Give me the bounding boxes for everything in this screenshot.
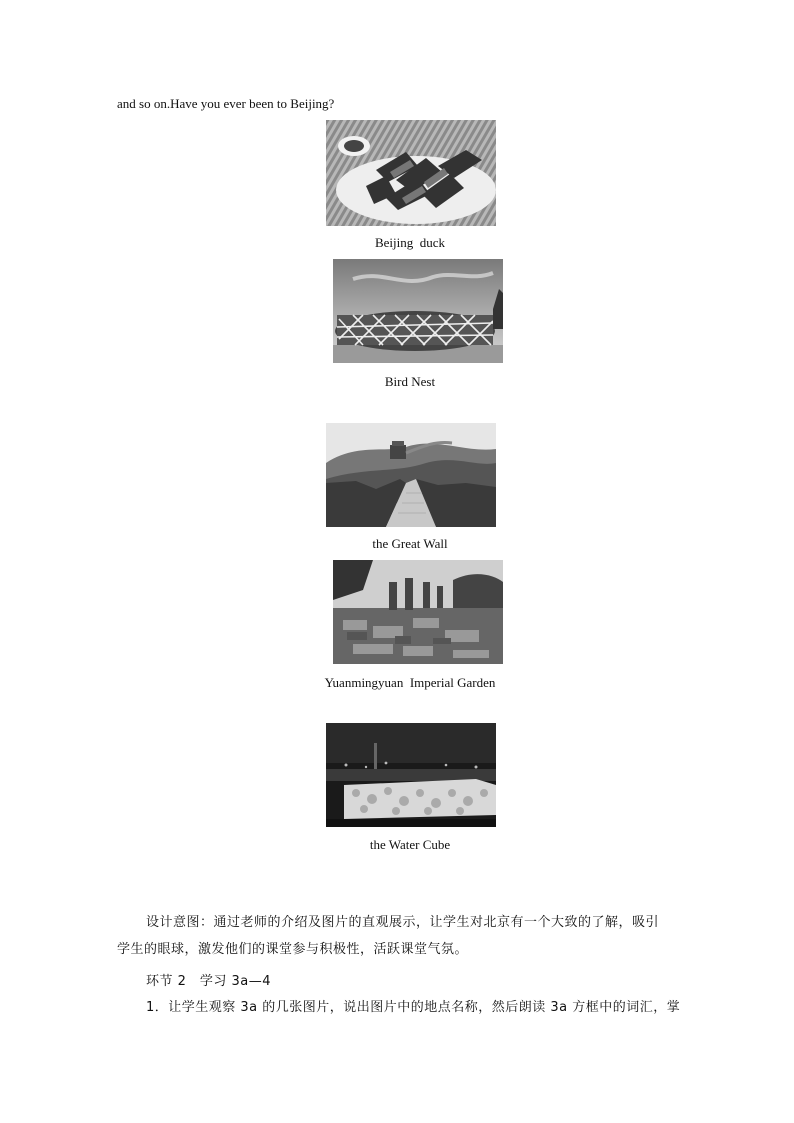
- figure-caption-yuanmingyuan: Yuanmingyuan Imperial Garden: [324, 675, 496, 690]
- aquatics-center-photo: [326, 723, 496, 827]
- roast-duck-photo: [326, 120, 496, 226]
- figure-caption-great-wall: the Great Wall: [372, 536, 448, 551]
- stadium-photo: [333, 259, 503, 363]
- great-wall-photo: [326, 423, 496, 527]
- section-heading: 环节 2 学习 3a—4: [146, 974, 272, 989]
- figure-caption-beijing-duck: Beijing duck: [374, 235, 446, 250]
- step-1-text: 1．让学生观察 3a 的几张图片，说出图片中的地点名称，然后朗读 3a 方框中的词汇，掌: [146, 1000, 681, 1015]
- figure-caption-bird-nest: Bird Nest: [384, 374, 436, 389]
- figure-caption-water-cube: the Water Cube: [369, 837, 451, 852]
- design-intent-line-1: 设计意图：通过老师的介绍及图片的直观展示，让学生对北京有一个大致的了解，吸引: [146, 915, 660, 930]
- ruins-photo: [333, 560, 503, 664]
- intro-text: and so on.Have you ever been to Beijing?: [117, 96, 335, 111]
- design-intent-line-2: 学生的眼球，激发他们的课堂参与积极性，活跃课堂气氛。: [117, 942, 469, 957]
